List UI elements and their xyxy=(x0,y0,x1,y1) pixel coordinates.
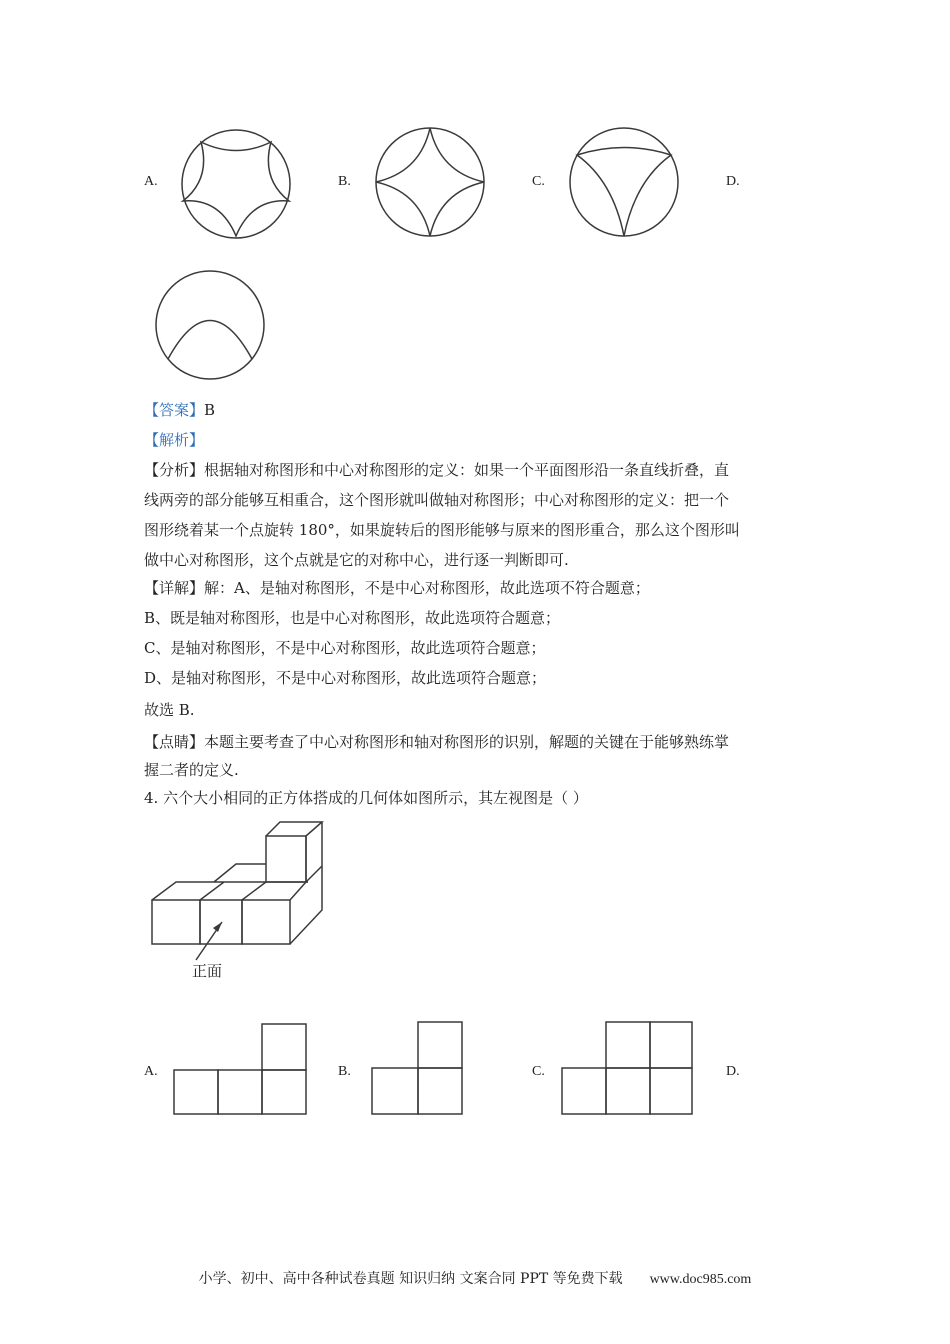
dianjing-line-1 xyxy=(144,732,729,752)
xiangjie-line-3: C、是轴对称图形，不是中心对称图形，故此选项符合题意； xyxy=(144,639,546,657)
q3-figure-b xyxy=(372,126,488,240)
q4-option-d-label: D. xyxy=(726,1064,740,1079)
option-c-label: C. xyxy=(532,174,545,189)
front-label: 正面 xyxy=(192,962,223,980)
xiangjie-text-1: 解：A、是轴对称图形，不是中心对称图形，故此选项不符合题意； xyxy=(204,579,650,597)
q4-option-b-label: B. xyxy=(338,1064,351,1079)
analysis-tag: 【解析】 xyxy=(144,431,205,449)
answer-line xyxy=(144,400,215,420)
q3-figure-d xyxy=(154,270,268,382)
xiangjie-line-4: D、是轴对称图形，不是中心对称图形，故此选项符合题意； xyxy=(144,669,547,687)
q4-cube-figure xyxy=(150,820,330,950)
q4-option-a-label: A. xyxy=(144,1064,158,1079)
xiangjie-line-1 xyxy=(144,578,650,598)
option-b-label: B. xyxy=(338,174,351,189)
q3-figure-a xyxy=(178,128,294,240)
q4-question: 4. 六个大小相同的正方体搭成的几何体如图所示，其左视图是（ ） xyxy=(144,789,588,807)
dianjing-tag: 【点睛】 xyxy=(144,733,205,751)
xiangjie-tag: 【详解】 xyxy=(144,579,205,597)
dianjing-line-2: 握二者的定义. xyxy=(144,761,239,779)
xiangjie-line-2: B、既是轴对称图形，也是中心对称图形，故此选项符合题意； xyxy=(144,609,561,627)
fenxi-line-2: 线两旁的部分能够互相重合，这个图形就叫做轴对称图形；中心对称图形的定义：把一个 xyxy=(144,491,730,509)
answer-tag: 【答案】 xyxy=(144,401,205,419)
fenxi-line-3: 图形绕着某一个点旋转 180°，如果旋转后的图形能够与原来的图形重合，那么这个图形叫 xyxy=(144,521,740,539)
fenxi-tag: 【分析】 xyxy=(144,461,205,479)
option-d-label: D. xyxy=(726,174,740,189)
q4-option-c-label: C. xyxy=(532,1064,545,1079)
q4-figure-b xyxy=(370,1018,466,1118)
footer-url[interactable]: www.doc985.com xyxy=(649,1272,752,1287)
answer-value: B xyxy=(204,401,216,419)
xiangjie-conclusion: 故选 B. xyxy=(144,701,195,719)
footer xyxy=(0,1268,950,1288)
analysis-line xyxy=(144,430,204,450)
dianjing-text-1: 本题主要考查了中心对称图形和轴对称图形的识别，解题的关键在于能够熟练掌 xyxy=(204,733,730,751)
q3-figure-c xyxy=(568,126,684,240)
option-a-label: A. xyxy=(144,174,158,189)
footer-text: 小学、初中、高中各种试卷真题 知识归纳 文案合同 PPT 等免费下载 xyxy=(198,1271,623,1287)
q4-figure-c xyxy=(560,1018,696,1118)
q4-figure-a xyxy=(172,1020,310,1118)
fenxi-text-1: 根据轴对称图形和中心对称图形的定义：如果一个平面图形沿一条直线折叠，直 xyxy=(204,461,730,479)
fenxi-line-1 xyxy=(144,460,729,480)
fenxi-line-4: 做中心对称图形，这个点就是它的对称中心，进行逐一判断即可. xyxy=(144,551,569,569)
